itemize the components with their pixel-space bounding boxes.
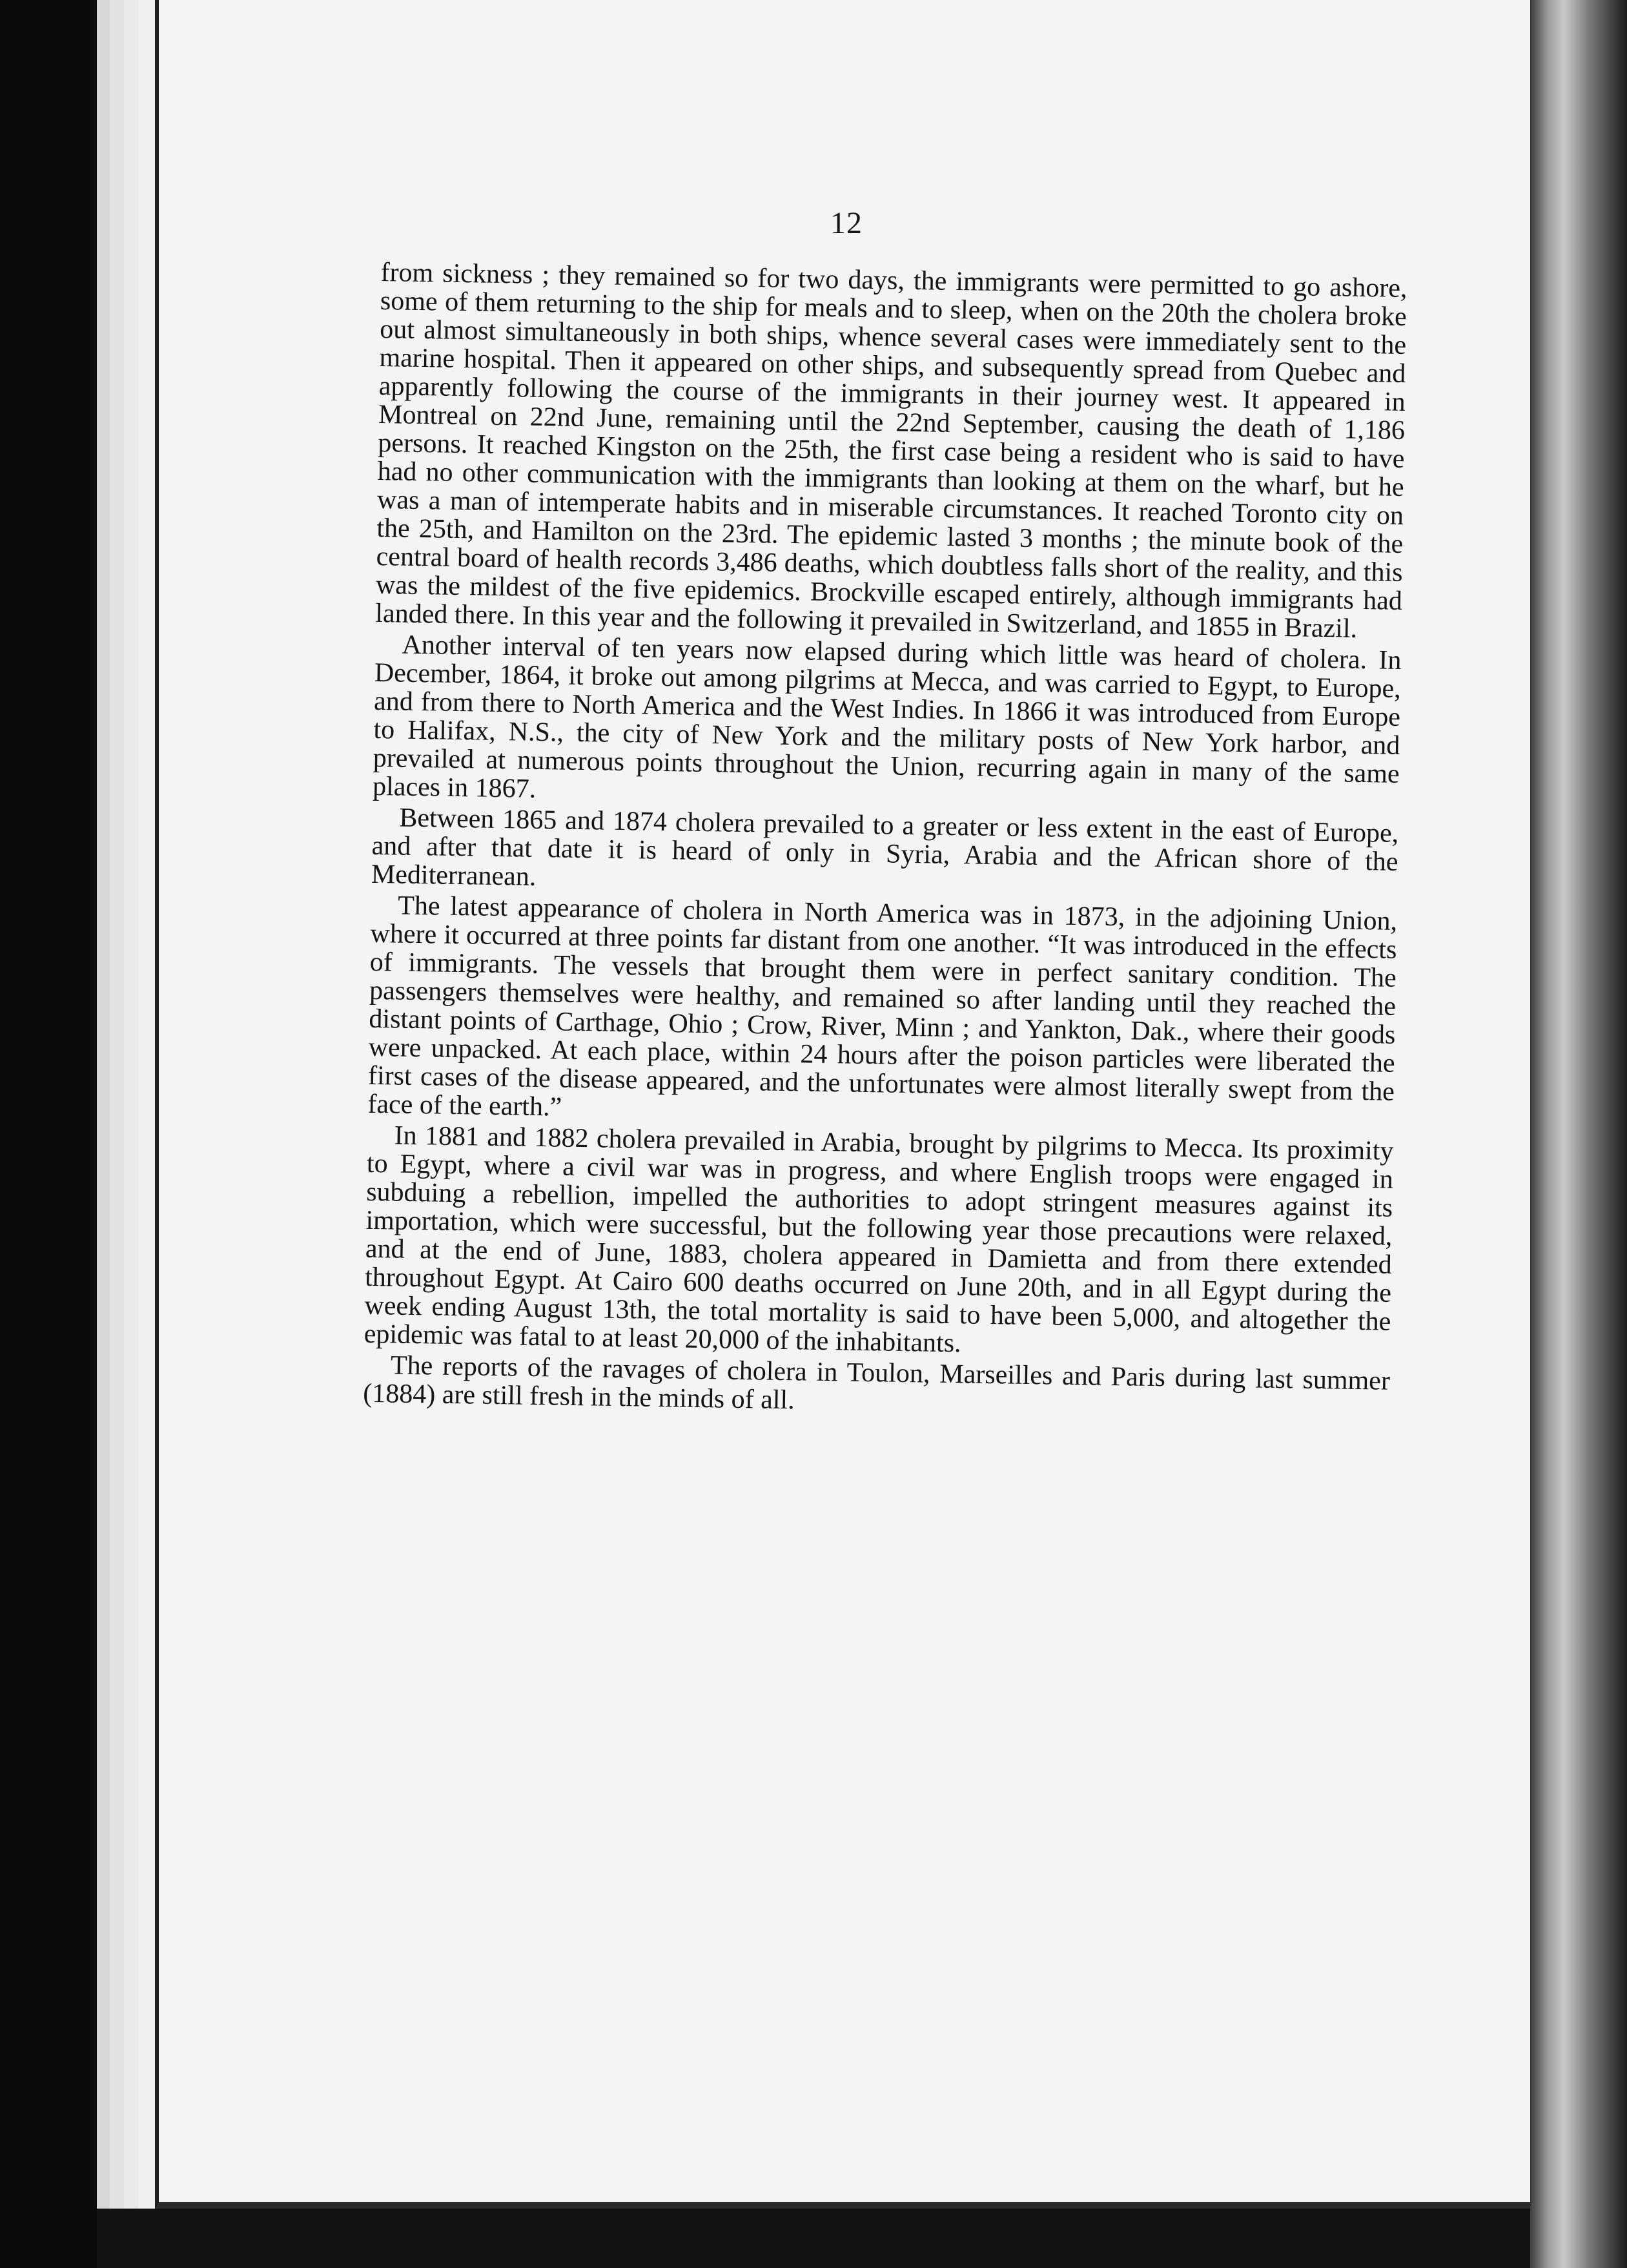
page-number: 12 (830, 206, 863, 240)
paragraph: In 1881 and 1882 cholera prevailed in Arabia, brought by pilgrims to Mecca. Its proximity to Egypt, where a civil war was in progress, and where English troops were engaged in subduing a rebellion, impelled the authorities to adopt stringent measures against its importation, which were successful, but the following year those precautions were relaxed, and at the end of June, 1883, cholera appeared in Damietta and from there extended throughout Egypt. At Cairo 600 deaths occurred on June 20th, and in all Egypt during the week ending August 13th, the total mortality is said to have been 5,000, and altogether the epidemic was fatal to at least 20,000 of the inhabitants. (363, 1120, 1394, 1359)
page-bottom-shadow (97, 2209, 1530, 2268)
paragraph: The latest appearance of cholera in North America was in 1873, in the adjoining Union, where it occurred at three points far distant from one another. “It was introduced in the effects of immigrants. The vessels that brought them were in perfect sanitary condition. The passengers themselves were healthy, and remained so after landing until they reached the distant points of Carthage, Ohio ; Crow, River, Minn ; and Yankton, Dak., where their goods were unpacked. At each place, within 24 hours after the poison particles were liberated the first cases of the disease appeared, and the unfortunates were almost literally swept from the face of the earth.” (367, 891, 1398, 1122)
paragraph: Another interval of ten years now elapsed during which little was heard of cholera. In December, 1864, it broke out among pilgrims at Mecca, and was carried to Egypt, to Europe, and from there to North America and the West Indies. In 1866 it was introduced from Europe to Halifax, N.S., the city of New York and the military posts of New York harbor, and prevailed at numerous points throughout the Union, recurring again in many of the same places in 1867. (372, 630, 1402, 804)
book-binding-shadow (1530, 0, 1627, 2268)
paragraph: The reports of the ravages of cholera in Toulon, Marseilles and Paris during last summer (1884) are still fresh in the minds of all. (363, 1350, 1391, 1416)
paragraph: from sickness ; they remained so for two days, the immigrants were permitted to go ashore, some of them returning to the ship for meals and to sleep, when on the 20th the cholera broke out almost simultaneously in both ships, whence several cases were immediately sent to the marine hospital. Then it appeared on other ships, and subsequently spread from Quebec and apparently following the course of the immigrants in their journey west. It appeared in Montreal on 22nd June, remaining until the 22nd September, causing the death of 1,186 persons. It reached Kingston on the 25th, the first case being a resident who is said to have had no other communication with the immigrants than looking at them on the wharf, but he was a man of intemperate habits and in miserable circumstances. It reached Toronto city on the 25th, and Hamilton on the 23rd. The epidemic lasted 3 months ; the minute book of the central board of health records 3,486 deaths, which doubtless falls short of the reality, and this was the mildest of the five epidemics. Brockville escaped entirely, although immigrants had landed there. In this year and the following it prevailed in Switzerland, and 1855 in Brazil. (374, 258, 1407, 644)
body-text (363, 258, 1407, 1427)
paragraph: Between 1865 and 1874 cholera prevailed to a greater or less extent in the east of Europe, and after that date it is heard of only in Syria, Arabia and the African shore of the Mediterranean. (371, 803, 1399, 892)
